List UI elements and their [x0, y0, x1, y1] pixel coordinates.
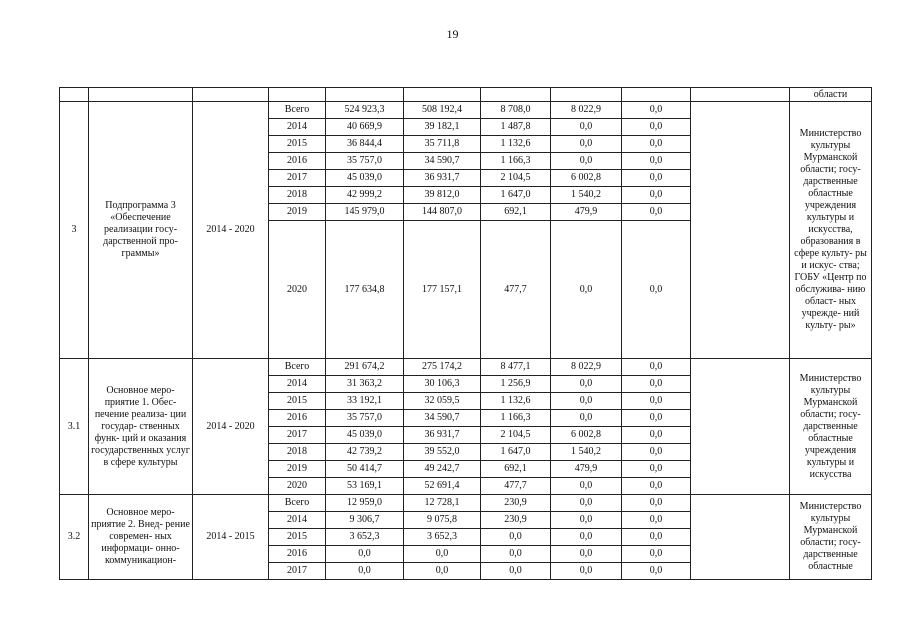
value-cell: 3 652,3	[326, 529, 404, 546]
value-cell: 692,1	[481, 204, 551, 221]
year-cell: 2015	[269, 529, 326, 546]
row-number: 3.2	[60, 495, 89, 580]
value-cell: 1 647,0	[481, 187, 551, 204]
value-cell: 49 242,7	[404, 461, 481, 478]
value-cell: 0,0	[551, 495, 622, 512]
value-cell: 0,0	[622, 546, 691, 563]
value-cell: 32 059,5	[404, 393, 481, 410]
value-cell: 0,0	[326, 546, 404, 563]
value-cell: 39 812,0	[404, 187, 481, 204]
year-cell: Всего	[269, 495, 326, 512]
value-cell: 0,0	[481, 546, 551, 563]
value-cell: 45 039,0	[326, 170, 404, 187]
responsible-executor: Министерство культуры Мурманской области; госу- дарственные областные учреждения культуры и искусства	[790, 359, 872, 495]
value-cell: 34 590,7	[404, 153, 481, 170]
year-cell: 2016	[269, 153, 326, 170]
value-cell: 1 166,3	[481, 410, 551, 427]
value-cell: 35 711,8	[404, 136, 481, 153]
value-cell: 36 844,4	[326, 136, 404, 153]
value-cell: 30 106,3	[404, 376, 481, 393]
value-cell: 0,0	[551, 563, 622, 580]
value-cell: 0,0	[551, 478, 622, 495]
table-row	[60, 359, 872, 376]
value-cell: 39 182,1	[404, 119, 481, 136]
value-cell: 0,0	[551, 546, 622, 563]
value-cell: 0,0	[551, 376, 622, 393]
program-name: Основное меро- приятие 1. Обес- печение реализа- ции государ- ственных функ- ций и оказания государственных услуг в сфере культуры	[89, 359, 193, 495]
value-cell: 1 132,6	[481, 136, 551, 153]
value-cell: 0,0	[551, 119, 622, 136]
program-name: Основное меро- приятие 2. Внед- рение современ- ных информаци- онно- коммуникацион-	[89, 495, 193, 580]
value-cell: 35 757,0	[326, 410, 404, 427]
table-row	[60, 495, 872, 512]
value-cell: 50 414,7	[326, 461, 404, 478]
value-cell: 12 959,0	[326, 495, 404, 512]
value-cell: 0,0	[622, 461, 691, 478]
value-cell: 8 022,9	[551, 359, 622, 376]
value-cell: 2 104,5	[481, 427, 551, 444]
year-cell: 2019	[269, 461, 326, 478]
value-cell: 34 590,7	[404, 410, 481, 427]
value-cell: 53 169,1	[326, 478, 404, 495]
value-cell: 479,9	[551, 461, 622, 478]
empty-cell	[691, 102, 790, 359]
value-cell: 477,7	[481, 478, 551, 495]
value-cell: 8 708,0	[481, 102, 551, 119]
table-cell	[193, 88, 269, 102]
year-cell: Всего	[269, 359, 326, 376]
responsible-executor: Министерство культуры Мурманской области; госу- дарственные областные	[790, 495, 872, 580]
value-cell: 1 540,2	[551, 444, 622, 461]
year-cell: 2018	[269, 187, 326, 204]
year-cell: 2020	[269, 478, 326, 495]
value-cell: 1 540,2	[551, 187, 622, 204]
value-cell: 0,0	[551, 410, 622, 427]
period: 2014 - 2015	[193, 495, 269, 580]
value-cell: 0,0	[622, 102, 691, 119]
value-cell: 524 923,3	[326, 102, 404, 119]
value-cell: 2 104,5	[481, 170, 551, 187]
responsible-cell: области	[790, 88, 872, 102]
year-cell: Всего	[269, 102, 326, 119]
value-cell: 0,0	[551, 221, 622, 359]
value-cell: 40 669,9	[326, 119, 404, 136]
value-cell: 275 174,2	[404, 359, 481, 376]
value-cell: 0,0	[326, 563, 404, 580]
value-cell: 42 739,2	[326, 444, 404, 461]
table-row	[60, 88, 872, 102]
year-cell: 2018	[269, 444, 326, 461]
value-cell: 1 166,3	[481, 153, 551, 170]
value-cell: 8 477,1	[481, 359, 551, 376]
value-cell: 0,0	[622, 204, 691, 221]
value-cell: 0,0	[622, 136, 691, 153]
value-cell: 0,0	[551, 153, 622, 170]
year-cell: 2015	[269, 136, 326, 153]
value-cell: 0,0	[622, 427, 691, 444]
value-cell: 145 979,0	[326, 204, 404, 221]
value-cell: 508 192,4	[404, 102, 481, 119]
value-cell: 477,7	[481, 221, 551, 359]
value-cell: 0,0	[622, 478, 691, 495]
value-cell: 0,0	[622, 563, 691, 580]
program-name: Подпрограмма 3 «Обеспечение реализации госу- дарственной про- граммы»	[89, 102, 193, 359]
value-cell: 6 002,8	[551, 427, 622, 444]
table-cell	[269, 88, 326, 102]
value-cell: 0,0	[481, 529, 551, 546]
value-cell: 0,0	[404, 563, 481, 580]
page-number: 19	[446, 27, 459, 41]
responsible-executor: Министерство культуры Мурманской области; госу- дарственные областные учреждения культуры и искусства, образования в сфере культу- ры и искус- ства; ГОБУ «Центр по обслужива- нию област- ных учрежде- ний культу- ры»	[790, 102, 872, 359]
table-cell	[551, 88, 622, 102]
value-cell: 0,0	[622, 187, 691, 204]
row-number: 3.1	[60, 359, 89, 495]
budget-table	[59, 87, 872, 580]
value-cell: 0,0	[551, 136, 622, 153]
value-cell: 0,0	[622, 512, 691, 529]
value-cell: 479,9	[551, 204, 622, 221]
value-cell: 9 075,8	[404, 512, 481, 529]
table-cell	[89, 88, 193, 102]
value-cell: 35 757,0	[326, 153, 404, 170]
year-cell: 2017	[269, 170, 326, 187]
year-cell: 2017	[269, 563, 326, 580]
value-cell: 33 192,1	[326, 393, 404, 410]
year-cell: 2016	[269, 546, 326, 563]
table-cell	[60, 88, 89, 102]
value-cell: 1 487,8	[481, 119, 551, 136]
value-cell: 230,9	[481, 512, 551, 529]
year-cell: 2016	[269, 410, 326, 427]
value-cell: 144 807,0	[404, 204, 481, 221]
row-number: 3	[60, 102, 89, 359]
value-cell: 177 634,8	[326, 221, 404, 359]
table-cell	[691, 88, 790, 102]
value-cell: 0,0	[622, 119, 691, 136]
year-cell: 2014	[269, 376, 326, 393]
value-cell: 0,0	[481, 563, 551, 580]
value-cell: 8 022,9	[551, 102, 622, 119]
value-cell: 0,0	[622, 529, 691, 546]
value-cell: 0,0	[622, 393, 691, 410]
year-cell: 2015	[269, 393, 326, 410]
value-cell: 6 002,8	[551, 170, 622, 187]
empty-cell	[691, 495, 790, 580]
value-cell: 0,0	[622, 495, 691, 512]
year-cell: 2014	[269, 119, 326, 136]
value-cell: 42 999,2	[326, 187, 404, 204]
value-cell: 177 157,1	[404, 221, 481, 359]
value-cell: 0,0	[622, 444, 691, 461]
value-cell: 36 931,7	[404, 170, 481, 187]
table-cell	[481, 88, 551, 102]
table-row	[60, 102, 872, 119]
period: 2014 - 2020	[193, 102, 269, 359]
value-cell: 291 674,2	[326, 359, 404, 376]
value-cell: 0,0	[404, 546, 481, 563]
value-cell: 0,0	[551, 393, 622, 410]
value-cell: 0,0	[622, 410, 691, 427]
value-cell: 0,0	[622, 376, 691, 393]
period: 2014 - 2020	[193, 359, 269, 495]
value-cell: 0,0	[622, 153, 691, 170]
value-cell: 45 039,0	[326, 427, 404, 444]
value-cell: 52 691,4	[404, 478, 481, 495]
value-cell: 36 931,7	[404, 427, 481, 444]
value-cell: 12 728,1	[404, 495, 481, 512]
year-cell: 2014	[269, 512, 326, 529]
value-cell: 1 647,0	[481, 444, 551, 461]
value-cell: 0,0	[622, 170, 691, 187]
value-cell: 1 256,9	[481, 376, 551, 393]
value-cell: 39 552,0	[404, 444, 481, 461]
value-cell: 1 132,6	[481, 393, 551, 410]
year-cell: 2019	[269, 204, 326, 221]
year-cell: 2020	[269, 221, 326, 359]
year-cell: 2017	[269, 427, 326, 444]
value-cell: 0,0	[622, 221, 691, 359]
value-cell: 0,0	[551, 529, 622, 546]
value-cell: 9 306,7	[326, 512, 404, 529]
value-cell: 0,0	[622, 359, 691, 376]
empty-cell	[691, 359, 790, 495]
value-cell: 230,9	[481, 495, 551, 512]
table-cell	[622, 88, 691, 102]
table-cell	[404, 88, 481, 102]
value-cell: 0,0	[551, 512, 622, 529]
value-cell: 692,1	[481, 461, 551, 478]
value-cell: 3 652,3	[404, 529, 481, 546]
value-cell: 31 363,2	[326, 376, 404, 393]
table-cell	[326, 88, 404, 102]
